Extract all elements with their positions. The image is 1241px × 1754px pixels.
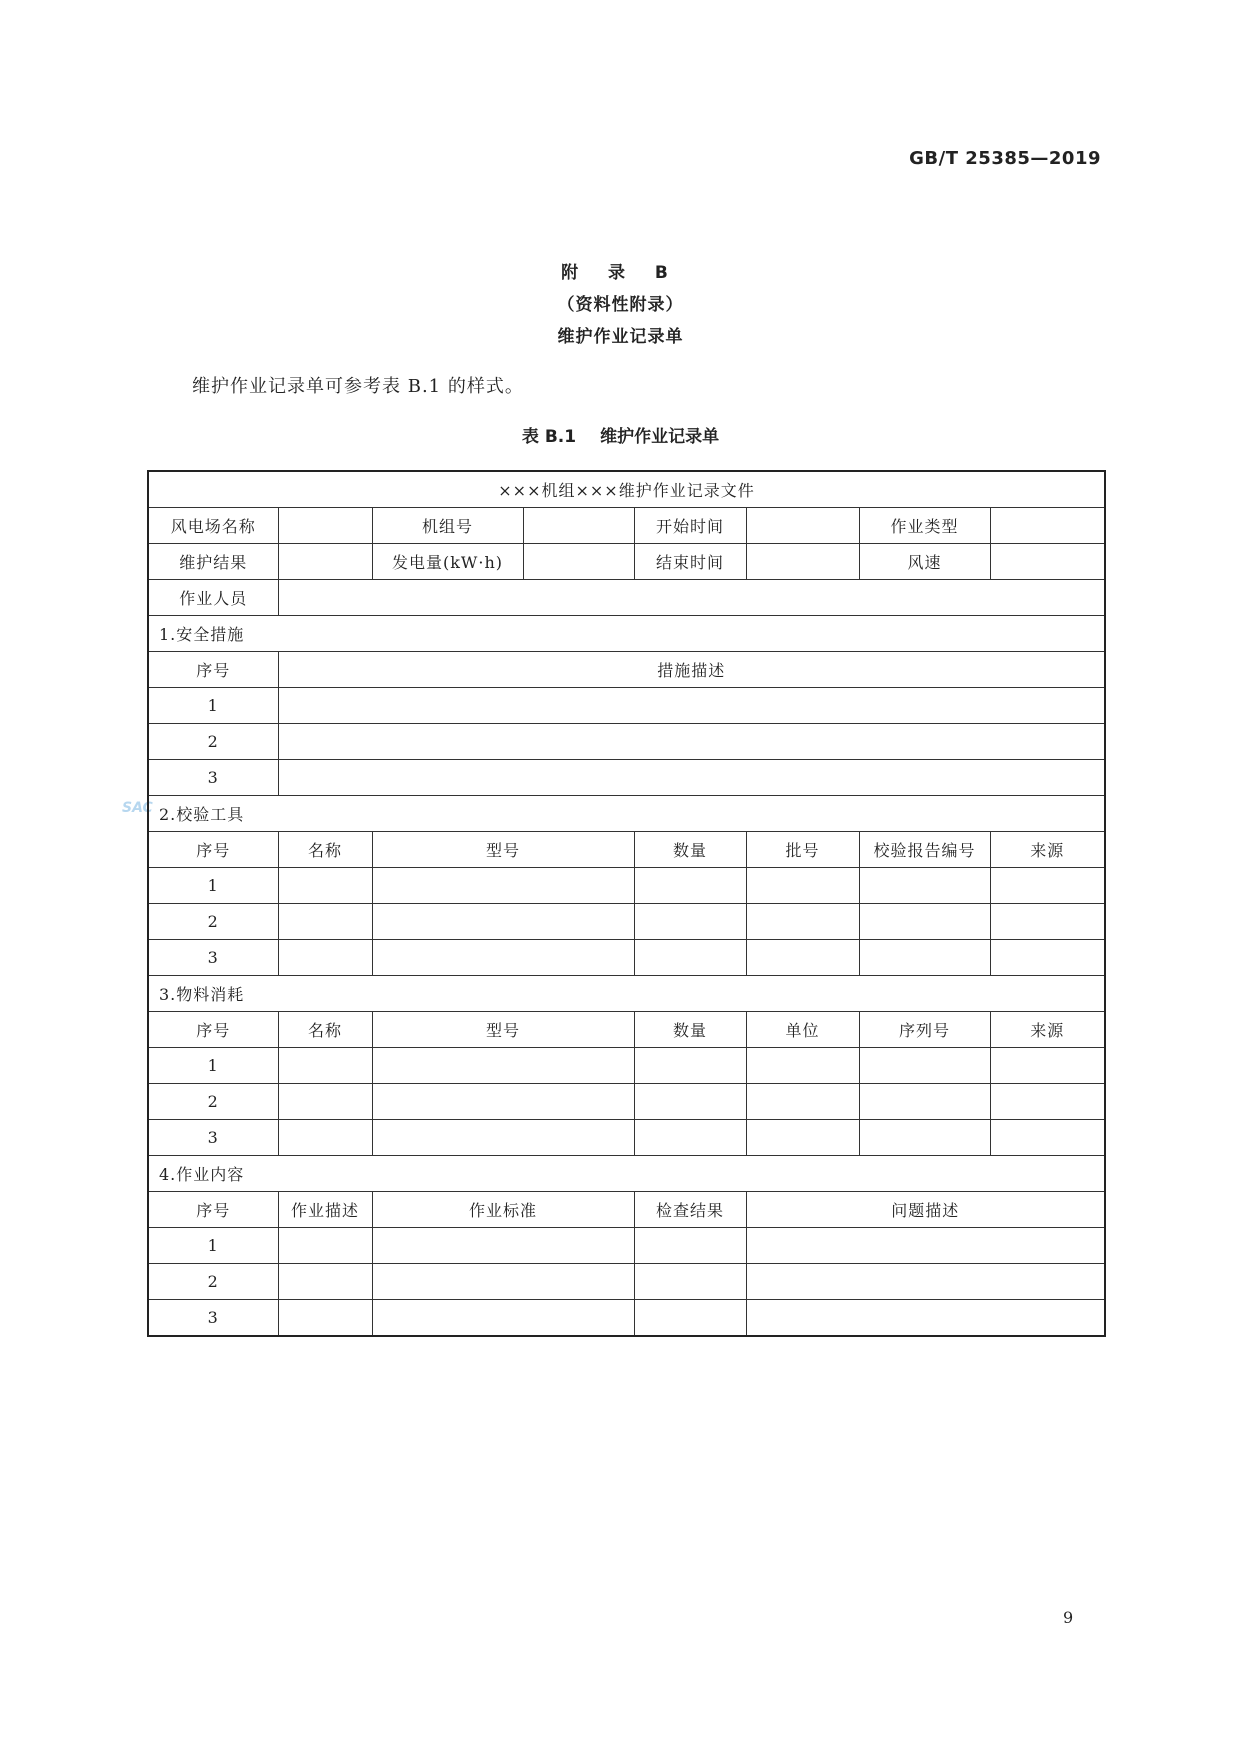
info-label: 维护结果 (148, 544, 278, 580)
section-title: 4.作业内容 (148, 1156, 1105, 1192)
info-label: 风电场名称 (148, 508, 278, 544)
table-cell (372, 1264, 634, 1300)
table-cell (859, 1084, 990, 1120)
table-cell (278, 1084, 372, 1120)
info-value (990, 544, 1105, 580)
row-number: 3 (148, 760, 278, 796)
column-header: 序列号 (859, 1012, 990, 1048)
section-header-row (148, 1012, 1105, 1048)
section-title: 3.物料消耗 (148, 976, 1105, 1012)
info-label-text: 发电量(kW·h) (391, 553, 504, 572)
table-cell (859, 1048, 990, 1084)
table-row (148, 1228, 1105, 1264)
info-label: 作业类型 (859, 508, 990, 544)
info-row (148, 508, 1105, 544)
table-cell (746, 1228, 1105, 1264)
table-cell (634, 1228, 746, 1264)
info-value (746, 544, 859, 580)
column-header: 检查结果 (634, 1192, 746, 1228)
info-value (278, 508, 372, 544)
table-cell (634, 1264, 746, 1300)
personnel-label: 作业人员 (148, 580, 278, 616)
table-cell (278, 724, 1105, 760)
info-label-text: 机组号 (421, 517, 473, 536)
table-cell (859, 868, 990, 904)
column-header: 来源 (990, 832, 1105, 868)
table-cell (746, 1264, 1105, 1300)
table-cell (278, 904, 372, 940)
table-row (148, 904, 1105, 940)
personnel-value (278, 580, 1105, 616)
table-cell (746, 940, 859, 976)
table-cell (859, 904, 990, 940)
table-cell (634, 1048, 746, 1084)
table-cell (746, 904, 859, 940)
table-cell (990, 1120, 1105, 1156)
info-value (990, 508, 1105, 544)
appendix-name: 维护作业记录单 (557, 327, 684, 347)
table-cell (746, 1120, 859, 1156)
personnel-row (148, 580, 1105, 616)
table-cell (634, 1300, 746, 1337)
info-label: 结束时间 (634, 544, 746, 580)
section-title-row (148, 616, 1105, 652)
table-cell (634, 868, 746, 904)
column-header: 问题描述 (746, 1192, 1105, 1228)
info-label: 开始时间 (634, 508, 746, 544)
table-cell (859, 940, 990, 976)
row-number: 3 (148, 1300, 278, 1337)
column-header: 作业标准 (372, 1192, 634, 1228)
info-value (746, 508, 859, 544)
table-cell (634, 904, 746, 940)
table-cell (746, 1084, 859, 1120)
row-number: 1 (148, 688, 278, 724)
table-cell (634, 1120, 746, 1156)
table-cell (746, 1300, 1105, 1337)
table-title: ×××机组×××维护作业记录文件 (148, 471, 1105, 508)
section-header-row (148, 652, 1105, 688)
table-row (148, 1084, 1105, 1120)
table-row (148, 688, 1105, 724)
section-title: 1.安全措施 (148, 616, 1105, 652)
row-number: 1 (148, 1048, 278, 1084)
maintenance-record-table (147, 470, 1106, 1337)
column-header: 数量 (634, 832, 746, 868)
table-cell (634, 940, 746, 976)
table-row (148, 1264, 1105, 1300)
table-row (148, 724, 1105, 760)
table-cell (746, 868, 859, 904)
table-cell (372, 1228, 634, 1264)
info-value (278, 544, 372, 580)
column-header: 序号 (148, 1192, 278, 1228)
intro-paragraph: 维护作业记录单可参考表 B.1 的样式。 (192, 376, 524, 397)
table-cell (372, 1048, 634, 1084)
table-cell (372, 1120, 634, 1156)
column-header: 序号 (148, 652, 278, 688)
table-cell (990, 1084, 1105, 1120)
table-cell (278, 1300, 372, 1337)
table-cell (990, 1048, 1105, 1084)
info-label (372, 508, 634, 544)
table-caption-number: 表 B.1 (521, 427, 577, 447)
table-row (148, 940, 1105, 976)
table-cell (990, 940, 1105, 976)
table-cell (278, 1228, 372, 1264)
section-title-row (148, 796, 1105, 832)
column-header: 名称 (278, 1012, 372, 1048)
table-cell (372, 868, 634, 904)
row-number: 2 (148, 904, 278, 940)
row-number: 3 (148, 940, 278, 976)
section-header-row (148, 832, 1105, 868)
column-header: 校验报告编号 (859, 832, 990, 868)
section-title: 2.校验工具 (148, 796, 1105, 832)
column-header: 数量 (634, 1012, 746, 1048)
table-cell (278, 940, 372, 976)
row-number: 2 (148, 1264, 278, 1300)
page-number: 9 (1063, 1608, 1074, 1627)
table-cell (746, 1048, 859, 1084)
table-cell (990, 904, 1105, 940)
table-row (148, 1300, 1105, 1337)
table-cell (372, 1084, 634, 1120)
column-header: 序号 (148, 1012, 278, 1048)
table-title-row (148, 471, 1105, 508)
table-cell (372, 1300, 634, 1337)
table-cell (278, 688, 1105, 724)
row-number: 2 (148, 724, 278, 760)
table-row (148, 760, 1105, 796)
watermark-logo: SAC (122, 800, 153, 816)
table-row (148, 1048, 1105, 1084)
info-value (523, 508, 634, 543)
column-header: 型号 (372, 1012, 634, 1048)
table-cell (278, 760, 1105, 796)
table-row (148, 1120, 1105, 1156)
section-title-row (148, 976, 1105, 1012)
column-header: 批号 (746, 832, 859, 868)
table-cell (859, 1120, 990, 1156)
table-cell (634, 1084, 746, 1120)
column-header: 名称 (278, 832, 372, 868)
info-value (523, 544, 634, 579)
appendix-title: 附 录 B (561, 263, 680, 283)
appendix-type: （资料性附录） (557, 295, 684, 315)
info-label (372, 544, 634, 580)
row-number: 3 (148, 1120, 278, 1156)
table-caption-title: 维护作业记录单 (600, 427, 720, 447)
info-row (148, 544, 1105, 580)
table-caption (0, 422, 1241, 447)
row-number: 1 (148, 868, 278, 904)
column-header: 作业描述 (278, 1192, 372, 1228)
info-label: 风速 (859, 544, 990, 580)
table-cell (990, 868, 1105, 904)
column-header: 单位 (746, 1012, 859, 1048)
table-cell (372, 940, 634, 976)
table-cell (278, 868, 372, 904)
table-row (148, 868, 1105, 904)
standard-code: GB/T 25385—2019 (909, 148, 1101, 169)
table-cell (278, 1048, 372, 1084)
column-header: 序号 (148, 832, 278, 868)
row-number: 1 (148, 1228, 278, 1264)
table-cell (278, 1264, 372, 1300)
table-cell (278, 1120, 372, 1156)
section-title-row (148, 1156, 1105, 1192)
column-header: 型号 (372, 832, 634, 868)
row-number: 2 (148, 1084, 278, 1120)
column-header: 来源 (990, 1012, 1105, 1048)
section-header-row (148, 1192, 1105, 1228)
table-cell (372, 904, 634, 940)
column-header: 措施描述 (278, 652, 1105, 688)
